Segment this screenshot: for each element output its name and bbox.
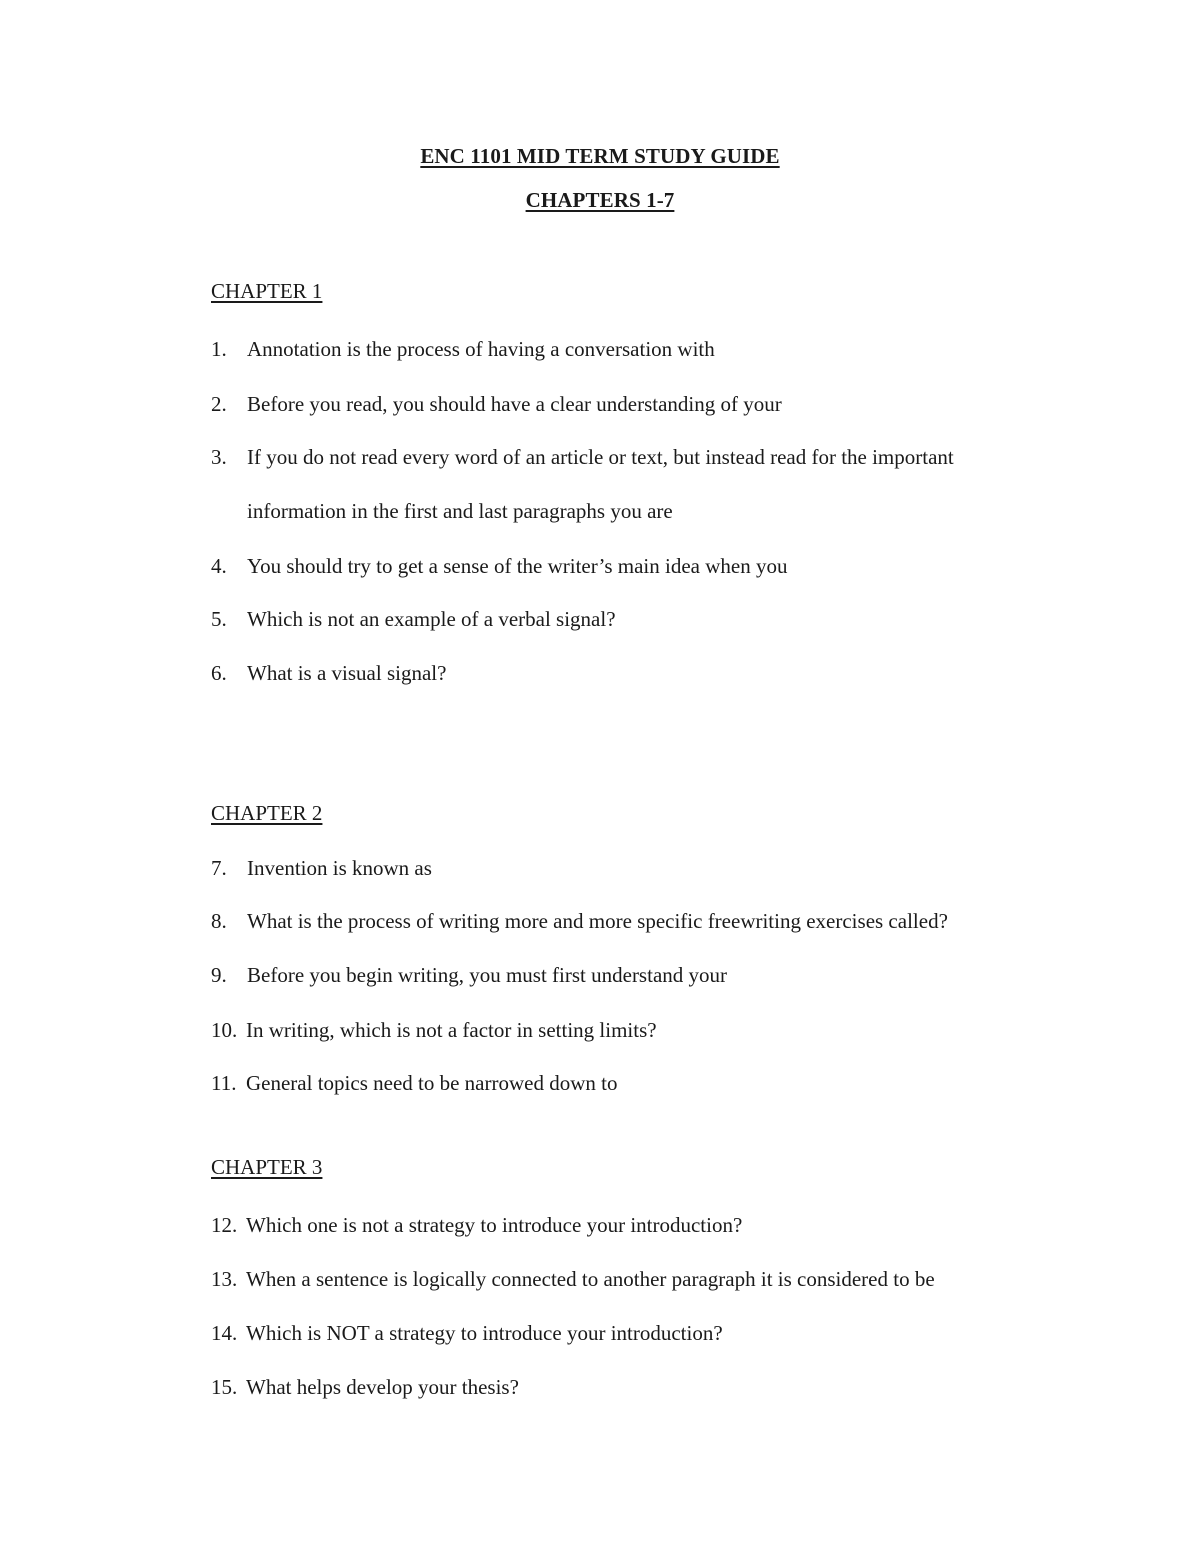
question-3-continuation: information in the first and last paragraphs you are [247, 499, 673, 523]
question-13 [211, 1265, 935, 1293]
question-2 [211, 390, 782, 418]
question-text: Before you begin writing, you must first understand your [247, 963, 728, 987]
question-text: General topics need to be narrowed down to [246, 1071, 618, 1095]
question-number: 11. [211, 1071, 237, 1095]
question-11 [211, 1069, 617, 1097]
question-text: When a sentence is logically connected to another paragraph it is considered to be [246, 1267, 935, 1291]
question-number: 5. [211, 607, 227, 631]
question-number: 10. [211, 1018, 238, 1042]
question-number: 13. [211, 1267, 238, 1291]
question-text: What is the process of writing more and more specific freewriting exercises called? [247, 909, 948, 933]
question-number: 4. [211, 554, 227, 578]
question-text: Which is NOT a strategy to introduce your introduction? [246, 1321, 723, 1345]
question-15 [211, 1373, 519, 1401]
question-text: Which is not an example of a verbal signal? [247, 607, 616, 631]
question-8 [211, 907, 948, 935]
question-number: 3. [211, 445, 227, 469]
question-number: 6. [211, 661, 227, 685]
question-number: 1. [211, 337, 227, 361]
question-9 [211, 961, 727, 989]
question-text: In writing, which is not a factor in setting limits? [246, 1018, 657, 1042]
question-number: 14. [211, 1321, 238, 1345]
question-number: 12. [211, 1213, 238, 1237]
question-text: If you do not read every word of an article or text, but instead read for the important [247, 445, 954, 469]
question-text: Invention is known as [247, 856, 432, 880]
document-subtitle: CHAPTERS 1-7 [525, 188, 675, 212]
question-1 [211, 335, 715, 363]
question-4 [211, 552, 787, 580]
question-number: 7. [211, 856, 227, 880]
question-text: Before you read, you should have a clear understanding of your [247, 392, 782, 416]
question-text: Which one is not a strategy to introduce your introduction? [246, 1213, 743, 1237]
question-number: 9. [211, 963, 227, 987]
question-5 [211, 605, 616, 633]
question-12 [211, 1211, 742, 1239]
question-text: Annotation is the process of having a conversation with [247, 337, 715, 361]
question-number: 2. [211, 392, 227, 416]
question-10 [211, 1016, 657, 1044]
question-3 [211, 443, 954, 471]
document-title: ENC 1101 MID TERM STUDY GUIDE [420, 144, 780, 168]
question-6 [211, 659, 446, 687]
question-number: 15. [211, 1375, 238, 1399]
question-14 [211, 1319, 723, 1347]
question-text: What helps develop your thesis? [246, 1375, 519, 1399]
chapter-2-heading: CHAPTER 2 [211, 801, 323, 825]
question-7 [211, 854, 432, 882]
question-text: What is a visual signal? [247, 661, 447, 685]
chapter-3-heading: CHAPTER 3 [211, 1155, 323, 1179]
question-text: You should try to get a sense of the writer’s main idea when you [247, 554, 788, 578]
chapter-1-heading: CHAPTER 1 [211, 279, 323, 303]
question-number: 8. [211, 909, 227, 933]
